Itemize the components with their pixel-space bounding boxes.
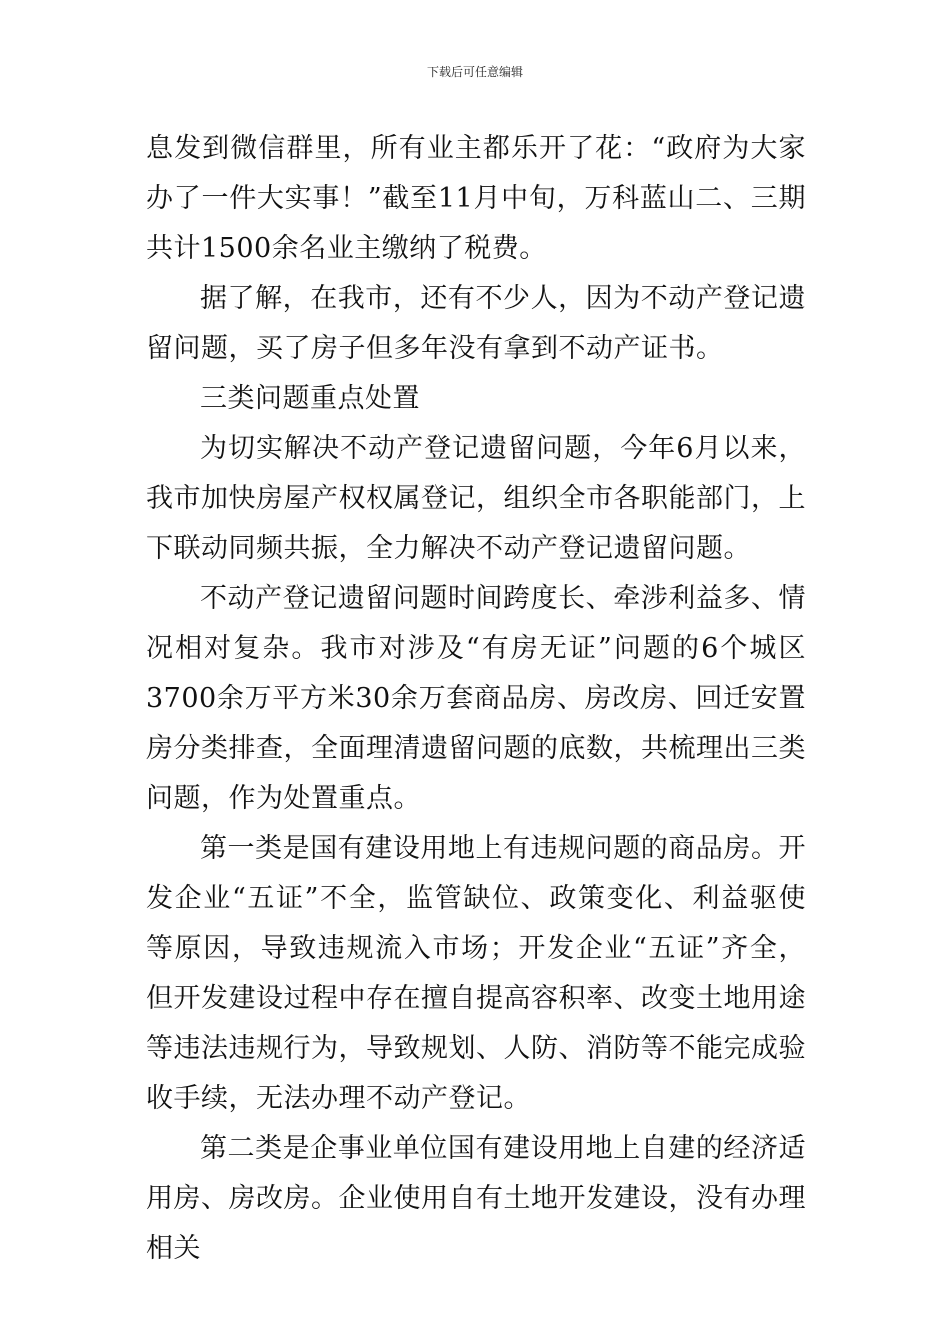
document-body [146,124,806,1274]
paragraph-2: 据了解，在我市，还有不少人，因为不动产登记遗留问题，买了房子但多年没有拿到不动产证书。 [146,283,806,364]
paragraph-5: 第一类是国有建设用地上有违规问题的商品房。开发企业“五证”不全，监管缺位、政策变化、利益驱使等原因，导致违规流入市场；开发企业“五证”齐全，但开发建设过程中存在擅自提高容积率、改变土地用途等违法违规行为，导致规划、人防、消防等不能完成验收手续，无法办理不动产登记。 [146,833,806,1114]
paragraph-1: 息发到微信群里，所有业主都乐开了花：“政府为大家办了一件大实事！”截至11月中旬，万科蓝山二、三期共计1500余名业主缴纳了税费。 [146,133,806,264]
page-header-note: 下载后可任意编辑 [426,65,523,79]
paragraph-6: 第二类是企事业单位国有建设用地上自建的经济适用房、房改房。企业使用自有土地开发建设，没有办理相关 [146,1133,806,1264]
paragraph-3: 为切实解决不动产登记遗留问题，今年6月以来，我市加快房屋产权权属登记，组织全市各职能部门，上下联动同频共振，全力解决不动产登记遗留问题。 [146,433,806,564]
section-heading: 三类问题重点处置 [200,383,420,414]
paragraph-4: 不动产登记遗留问题时间跨度长、牵涉利益多、情况相对复杂。我市对涉及“有房无证”问题的6个城区3700余万平方米30余万套商品房、房改房、回迁安置房分类排查，全面理清遗留问题的底数，共梳理出三类问题，作为处置重点。 [146,583,806,814]
